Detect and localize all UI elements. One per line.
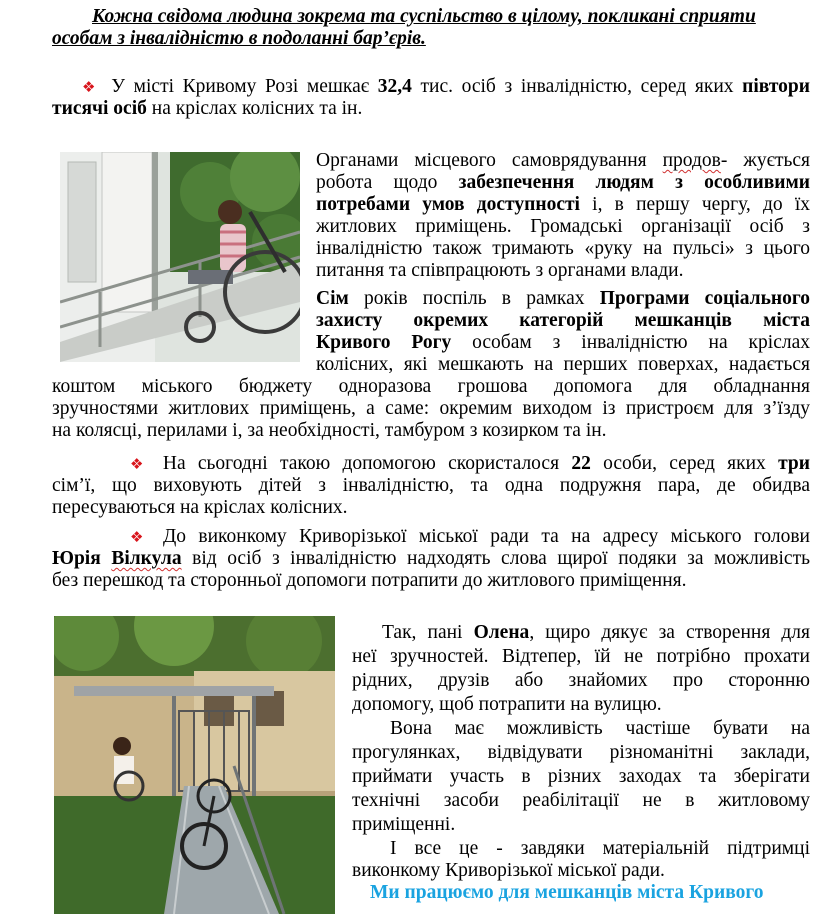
para4-line-2: сім’ї, що виховують дітей з інвалідністю, та одна подружня пара, де обидва <box>52 475 810 496</box>
para3-line-6: зручностями житлових приміщень, а саме: окремим виходом із пристроєм для з’їзду <box>52 398 810 419</box>
para8-line-1: І все це - завдяки матеріальній підтримці <box>390 838 810 859</box>
para3-line-4: колісних, які мешкають на перших поверхах, надається <box>316 354 810 375</box>
para2-line-2: робота щодо забезпечення людям з особливими <box>316 172 810 193</box>
para6-line-4: допомогу, щоб потрапити на вулицю. <box>352 694 662 715</box>
para7-line-4: технічні засоби реабілітації не в житловому <box>352 790 810 811</box>
para3-line-5: коштом міського бюджету одноразова грошова допомога для обладнання <box>52 376 810 397</box>
diamond-bullet-icon: ❖ <box>130 528 151 546</box>
para8-line-2: виконкому Криворізької міської ради. <box>352 860 665 881</box>
para7-line-3: приймати участь в різних заходах та зберігати <box>352 766 810 787</box>
para7-line-5: приміщенні. <box>352 814 456 835</box>
heading-line-1: Кожна свідома людина зокрема та суспільство в цілому, покликані сприяти <box>92 6 756 27</box>
footer-slogan: Ми працюємо для мешканців міста Кривого <box>370 882 764 903</box>
para2-line-4: житлових приміщень. Громадські організації осіб з <box>316 216 810 237</box>
para2-line-5: інвалідністю також тримають «руку на пульсі» з цього <box>316 238 810 259</box>
para4-line-3: пересуваються на кріслах колісних. <box>52 497 348 518</box>
para4-line-1: ❖ На сьогодні такою допомогою скористалося 22 особи, серед яких три <box>130 453 810 474</box>
para5-line-3: без перешкод та сторонньої допомоги потрапити до житлового приміщення. <box>52 570 687 591</box>
para3-line-3: Кривого Рогу особам з інвалідністю на кріслах <box>316 332 810 353</box>
outdoor-ramp-photo <box>54 616 335 914</box>
para1-line-2: тисячі осіб на кріслах колісних та ін. <box>52 98 363 119</box>
ramp-wheelchair-photo <box>60 152 300 362</box>
para6-line-2: неї зручностей. Відтепер, їй не потрібно прохати <box>352 646 810 667</box>
para3-line-1: Сім років поспіль в рамках Програми соціального <box>316 288 810 309</box>
para7-line-2: прогулянках, відвідувати різноманітні заклади, <box>352 742 810 763</box>
para6-line-3: рідних, друзів або знайомих про сторонню <box>352 670 810 691</box>
para1-line-1: ❖ У місті Кривому Розі мешкає 32,4 тис. осіб з інвалідністю, серед яких півтори <box>82 76 810 97</box>
para2-line-3: потребами умов доступності і, в першу чергу, до їх <box>316 194 810 215</box>
para2-line-6: питання та співпрацюють з органами влади. <box>316 260 684 281</box>
heading <box>52 6 812 28</box>
para5-line-2: Юрія Вілкула від осіб з інвалідністю надходять слова щирої подяки за можливість <box>52 548 810 569</box>
diamond-bullet-icon: ❖ <box>130 455 151 473</box>
diamond-bullet-icon: ❖ <box>82 78 100 96</box>
para6-line-1: Так, пані Олена, щиро дякує за створення для <box>382 622 811 643</box>
para3-line-2: захисту окремих категорій мешканців міста <box>316 310 810 331</box>
para7-line-1: Вона має можливість частіше бувати на <box>390 718 810 739</box>
heading-line-2: особам з інвалідністю в подоланні бар’єрів. <box>52 28 426 49</box>
para3-line-7: на колясці, перилами і, за необхідності, тамбуром з козирком та ін. <box>52 420 607 441</box>
para5-line-1: ❖ До виконкому Криворізької міської ради та на адресу міського голови <box>130 526 810 547</box>
para2-line-1: Органами місцевого самоврядування продов- жується <box>316 150 811 171</box>
